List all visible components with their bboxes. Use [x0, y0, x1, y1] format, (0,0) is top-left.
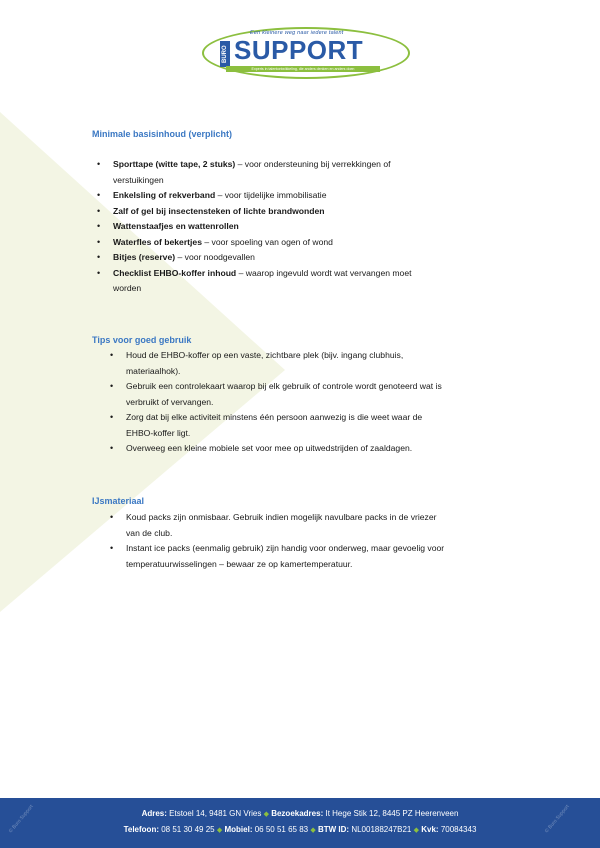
footer-contact-line: Telefoon: 08 51 30 49 25 ◆ Mobiel: 06 50 51 65 83 ◆ BTW ID: NL00188247B21 ◆ Kvk: 70084343	[123, 825, 477, 834]
logo-tagline: Experts in talentontwikkeling, die anders denken en anders doen	[226, 66, 380, 72]
logo-slogan: Een kleinere weg naar iedere talent	[250, 30, 344, 36]
list-item: • Koud packs zijn onmisbaar. Gebruik indien mogelijk navulbare packs in de vriezer van de club.	[126, 510, 526, 541]
section-heading-tips: Tips voor goed gebruik	[92, 335, 192, 345]
logo-buro: BURO	[220, 41, 230, 67]
list-item: • Overweeg een kleine mobiele set voor mee op uitwedstrijden of zaaldagen.	[126, 441, 526, 457]
list-item: • Waterfles of bekertjes – voor spoeling van ogen of wond	[113, 235, 513, 251]
list-item: • Houd de EHBO-koffer op een vaste, zichtbare plek (bijv. ingang clubhuis, materiaalhok).	[126, 348, 526, 379]
list-item: • Bitjes (reserve) – voor noodgevallen	[113, 250, 513, 266]
list-item: • Gebruik een controlekaart waarop bij elk gebruik of controle wordt genoteerd wat is verbruikt of vervangen.	[126, 379, 526, 410]
page-footer	[0, 798, 600, 848]
list-item: • Sporttape (witte tape, 2 stuks) – voor ondersteuning bij verrekkingen of verstuikingen	[113, 157, 513, 188]
list-item: • Enkelsling of rekverband – voor tijdelijke immobilisatie	[113, 188, 513, 204]
list-item: • Zorg dat bij elke activiteit minstens één persoon aanwezig is die weet waar de EHBO-koffer ligt.	[126, 410, 526, 441]
footer-watermark: © Buro Support	[543, 803, 571, 835]
basis-list	[113, 157, 513, 297]
footer-address-line: Adres: Etstoel 14, 9481 GN Vries ◆ Bezoekadres: It Hege Stik 12, 8445 PZ Heerenveen	[141, 809, 459, 818]
tips-list	[126, 348, 526, 457]
list-item: • Checklist EHBO-koffer inhoud – waarop ingevuld wordt wat vervangen moet worden	[113, 266, 513, 297]
list-item: • Instant ice packs (eenmalig gebruik) zijn handig voor onderweg, maar gevoelig voor temperatuurwisselingen – bewaar ze op kamertemperatuur.	[126, 541, 526, 572]
list-item: • Wattenstaafjes en wattenrollen	[113, 219, 513, 235]
section-heading-ijs: IJsmateriaal	[92, 496, 145, 506]
brand-logo	[202, 27, 410, 79]
section-heading-basis: Minimale basisinhoud (verplicht)	[92, 129, 233, 139]
list-item: • Zalf of gel bij insectensteken of lichte brandwonden	[113, 204, 513, 220]
ijs-list	[126, 510, 526, 572]
logo-name: SUPPORT	[234, 35, 364, 65]
footer-watermark: © Buro Support	[7, 803, 35, 835]
